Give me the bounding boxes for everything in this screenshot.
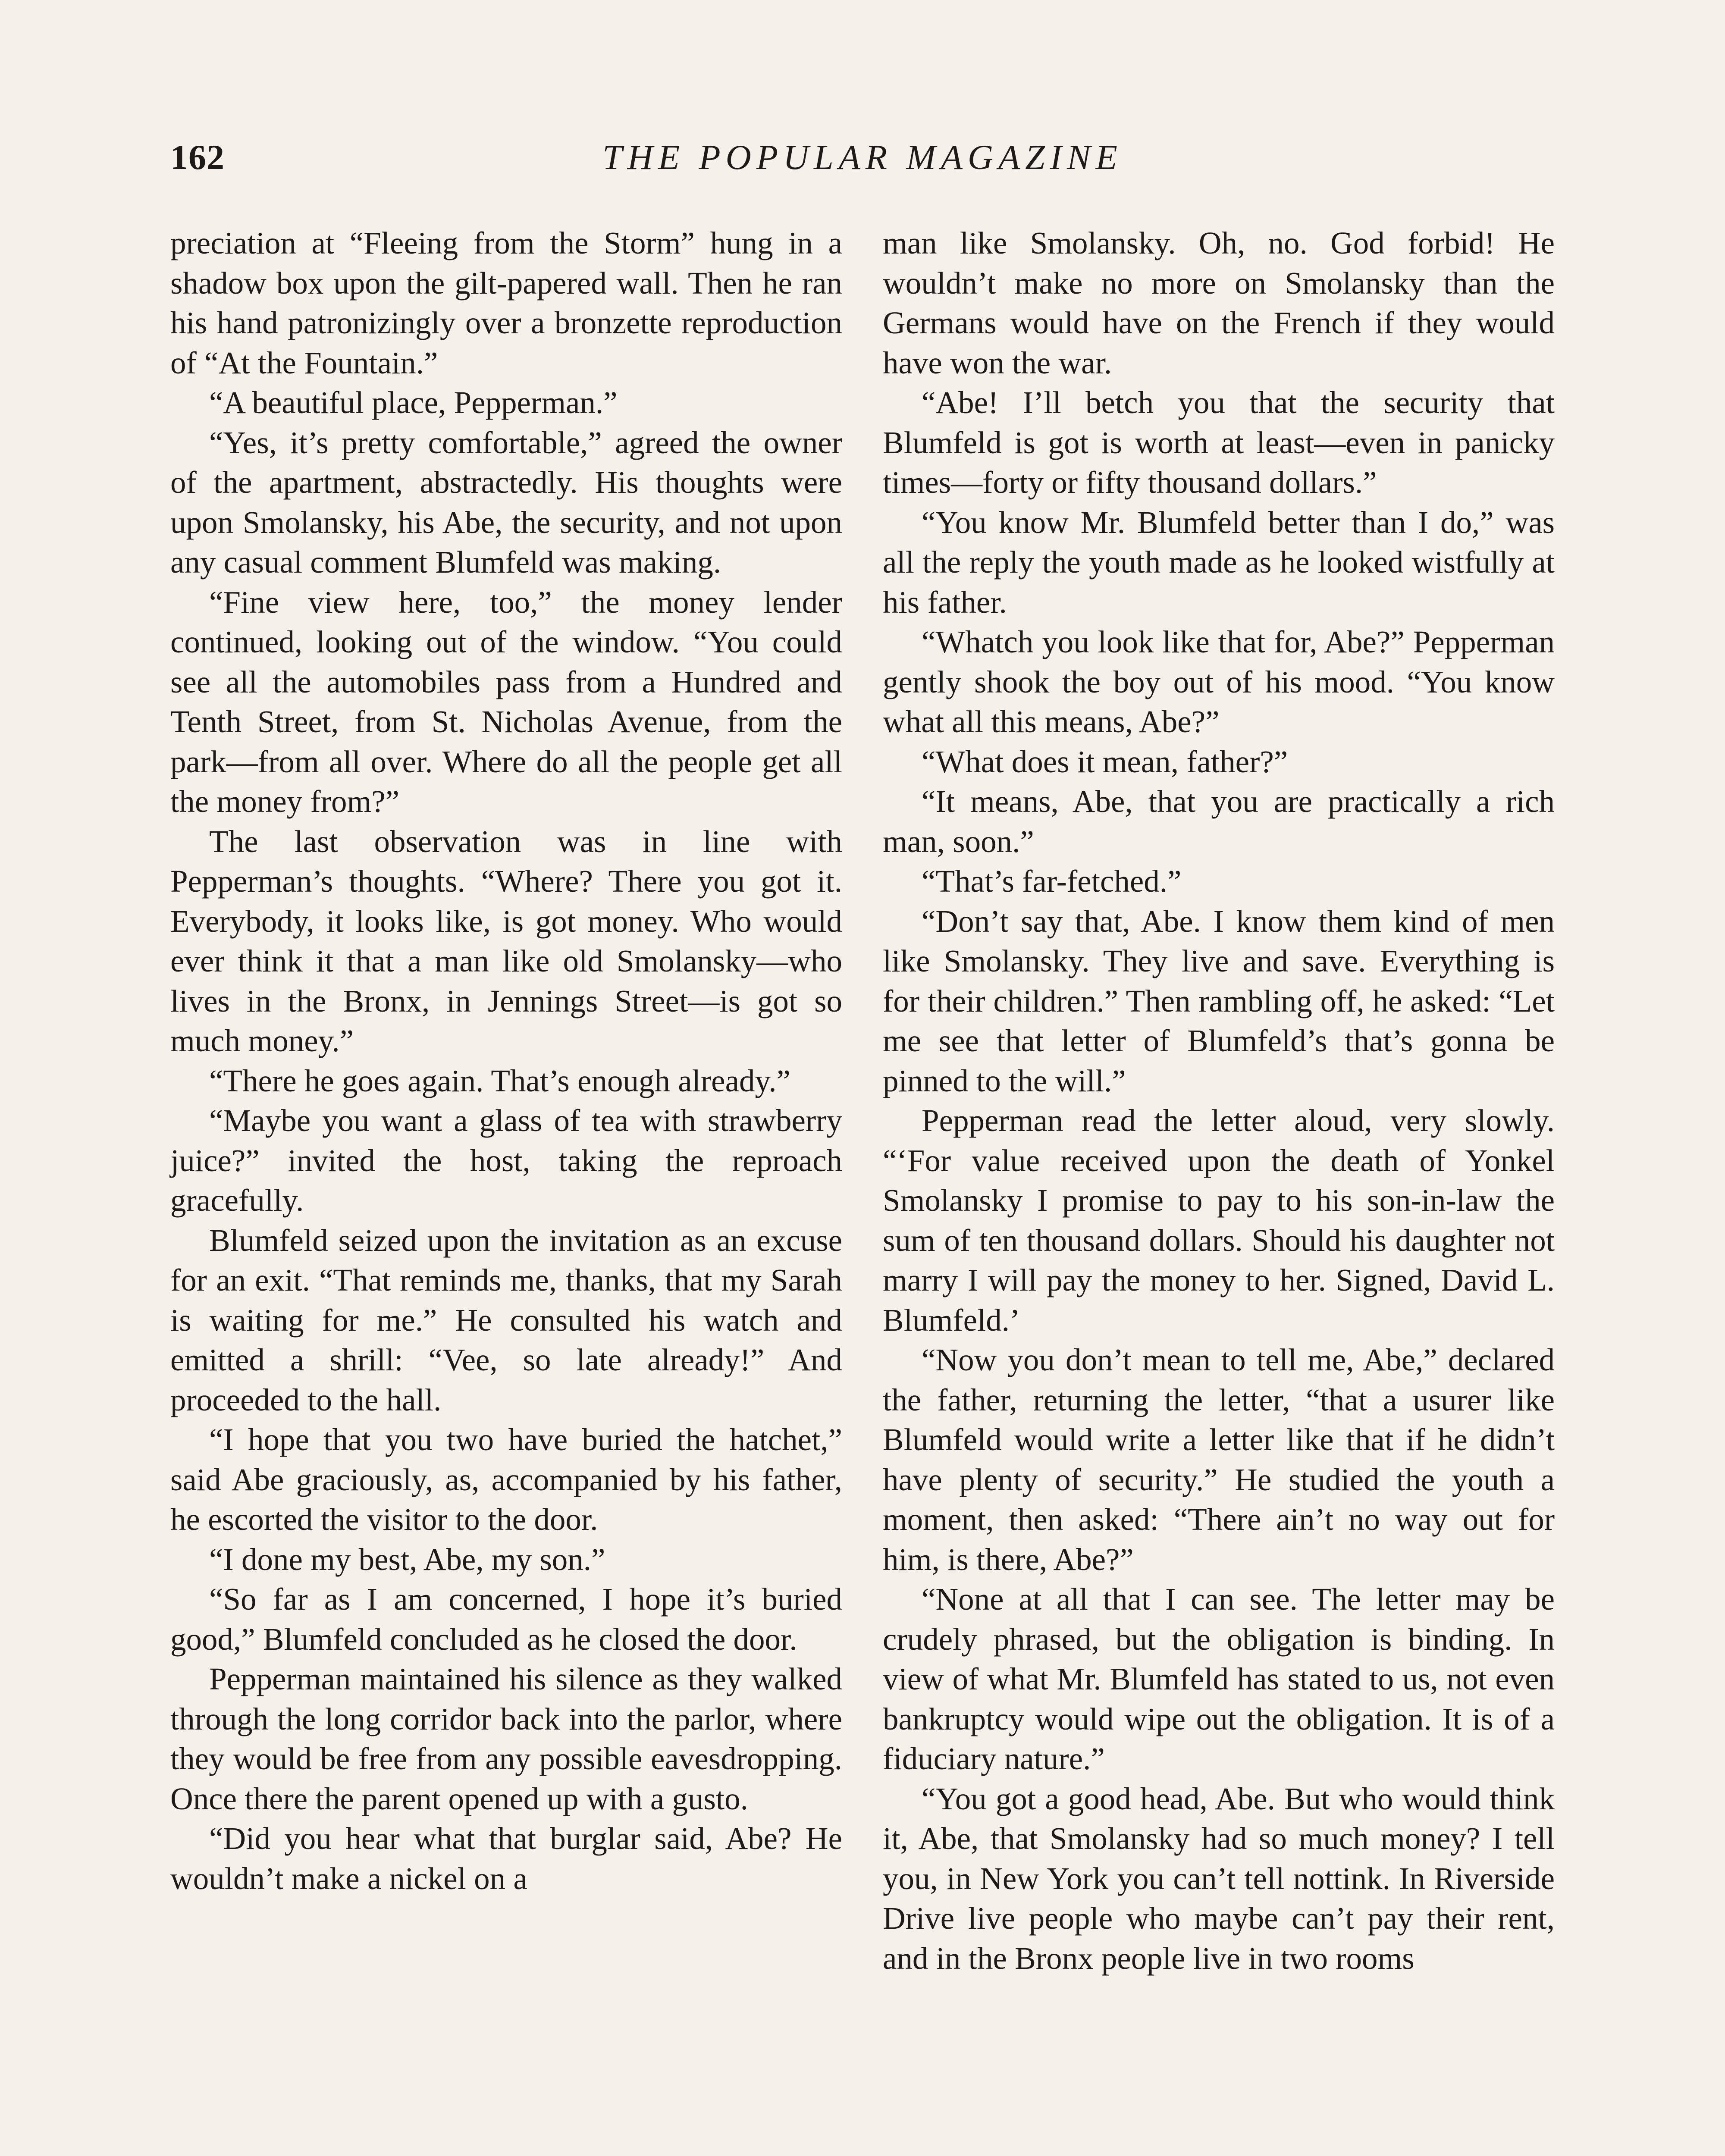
paragraph: “So far as I am concerned, I hope it’s buried good,” Blumfeld concluded as he closed the door. <box>170 1582 842 1657</box>
paragraph: preciation at “Fleeing from the Storm” hung in a shadow box upon the gilt-papered wall. Then he ran his hand patronizingly over a bronzette reproduction of “At the Fountain.” <box>170 226 842 380</box>
paragraph: “Now you don’t mean to tell me, Abe,” declared the father, returning the letter, “that a usurer like Blumfeld would write a letter like that if he didn’t have plenty of security.” He studied the youth a moment, then asked: “There ain’t no way out for him, is there, Abe?” <box>883 1342 1555 1577</box>
left-column <box>170 223 842 1899</box>
paragraph: “You know Mr. Blumfeld better than I do,” was all the reply the youth made as he looked wistfully at his father. <box>883 505 1555 620</box>
paragraph: “I done my best, Abe, my son.” <box>209 1542 605 1577</box>
page-header <box>170 137 1555 189</box>
paragraph: The last observation was in line with Pepperman’s thoughts. “Where? There you got it. Everybody, it looks like, is got money. Who would ever think it that a man like old Smolansky—who lives in the Bronx, in Jennings Street—is got so much money.” <box>170 824 842 1058</box>
right-column <box>883 223 1555 1978</box>
paragraph: “It means, Abe, that you are practically a rich man, soon.” <box>883 784 1555 859</box>
paragraph: “Did you hear what that burglar said, Abe? He wouldn’t make a nickel on a <box>170 1821 842 1896</box>
page-number: 162 <box>170 138 225 177</box>
paragraph: Pepperman read the letter aloud, very slowly. “‘For value received upon the death of Yonkel Smolansky I promise to pay to his son-in-law the sum of ten thousand dollars. Should his daughter not marry I will pay the money to her. Signed, David L. Blumfeld.’ <box>883 1103 1555 1338</box>
running-head: THE POPULAR MAGAZINE <box>602 138 1123 177</box>
paragraph: “There he goes again. That’s enough already.” <box>209 1063 790 1098</box>
paragraph: “Maybe you want a glass of tea with strawberry juice?” invited the host, taking the reproach gracefully. <box>170 1103 842 1218</box>
paragraph: Blumfeld seized upon the invitation as an excuse for an exit. “That reminds me, thanks, that my Sarah is waiting for me.” He consulted his watch and emitted a shrill: “Vee, so late already!” And proceeded to the hall. <box>170 1222 842 1417</box>
paragraph: “A beautiful place, Pepperman.” <box>209 385 618 420</box>
paragraph: man like Smolansky. Oh, no. God forbid! He wouldn’t make no more on Smolansky than the Germans would have on the French if they would have won the war. <box>883 226 1555 380</box>
paragraph: “Don’t say that, Abe. I know them kind of men like Smolansky. They live and save. Everything is for their children.” Then rambling off, he asked: “Let me see that letter of Blumfeld’s that’s gonna be pinned to the will.” <box>883 903 1555 1098</box>
paragraph: “Yes, it’s pretty comfortable,” agreed the owner of the apartment, abstractedly. His thoughts were upon Smolansky, his Abe, the security, and not upon any casual comment Blumfeld was making. <box>170 425 842 580</box>
paragraph: “That’s far-fetched.” <box>922 864 1182 899</box>
paragraph: “Whatch you look like that for, Abe?” Pepperman gently shook the boy out of his mood. “You know what all this means, Abe?” <box>883 624 1555 739</box>
paragraph: “What does it mean, father?” <box>922 744 1288 779</box>
paragraph: “You got a good head, Abe. But who would think it, Abe, that Smolansky had so much money? I tell you, in New York you can’t tell nottink. In Riverside Drive live people who maybe can’t pay their rent, and in the Bronx people live in two rooms <box>883 1781 1555 1976</box>
paragraph: “Abe! I’ll betch you that the security that Blumfeld is got is worth at least—even in panicky times—forty or fifty thousand dollars.” <box>883 385 1555 500</box>
paragraph: “Fine view here, too,” the money lender continued, looking out of the window. “You could see all the automobiles pass from a Hundred and Tenth Street, from St. Nicholas Avenue, from the park—from all over. Where do all the people get all the money from?” <box>170 584 842 819</box>
paragraph: “I hope that you two have buried the hatchet,” said Abe graciously, as, accompanied by his father, he escorted the visitor to the door. <box>170 1422 842 1537</box>
paragraph: Pepperman maintained his silence as they walked through the long corridor back into the parlor, where they would be free from any possible eavesdropping. Once there the parent opened up with a gusto. <box>170 1661 842 1816</box>
paragraph: “None at all that I can see. The letter may be crudely phrased, but the obligation is binding. In view of what Mr. Blumfeld has stated to us, not even bankruptcy would wipe out the obligation. It is of a fiduciary nature.” <box>883 1582 1555 1776</box>
